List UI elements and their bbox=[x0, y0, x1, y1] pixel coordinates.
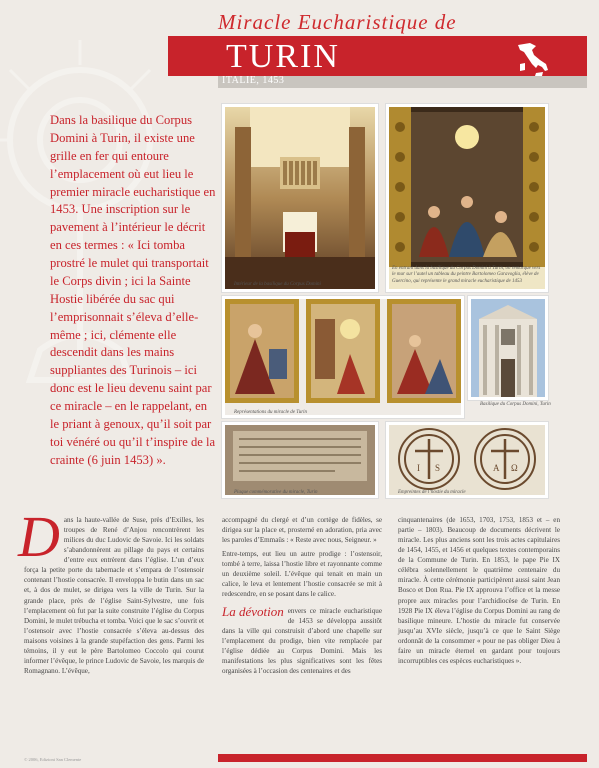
dropcap: D bbox=[18, 504, 60, 569]
svg-text:S: S bbox=[435, 463, 441, 473]
caption-hosts: Empreintes de l’hostie du miracle bbox=[398, 490, 466, 495]
body-column-3: cinquantenaires (de 1653, 1703, 1753, 1853 et – en partie – 1803). Beaucoup de documents décrivent le miracle. Les plus anciens sont les trois actes capitulaires de 1454, 1455, et 1456 et quelques textes contemporains de la Commune de Turin. En 1853, le pape Pie IX célébra solennellement le quatrième centenaire du miracle. À cette cérémonie participèrent aussi saint Jean Bosco et Don Rua. Pie IX approuva l’office et la messe propre aux miracles pour l’archidiocèse de Turin. En 1928 Pie IX éleva l’église du Corpus Domini au rang de basilique mineure. L’hostie du miracle fut conservée jusqu’au XVIe siècle, jusqu’à ce que le Saint Siège ordonnât de la consommer « pour ne pas obliger Dieu à faire un miracle éternel en gardant pour toujours incorruptibles ces espèces eucharistiques ». bbox=[398, 516, 560, 665]
painting-image bbox=[389, 107, 545, 289]
footer-copyright: © 2006, Edizioni San Clemente bbox=[24, 757, 82, 762]
body-column-2-para-1: accompagné du clergé et d’un cortège de fidèles, se dirigea sur la place et, prosterné en adoration, pria avec les paroles d’Emmaüs : « Reste avec nous, Seigneur. » bbox=[222, 516, 382, 545]
italy-map-icon bbox=[512, 40, 552, 80]
hosts-image bbox=[389, 425, 545, 495]
representations-image bbox=[225, 299, 461, 415]
devotion-text: envers ce miracle eucharistique de 1453 se développa aussitôt dans la ville qui construisit d’abord une chapelle sur l’emplacement du prodige, bien vite remplacée par l’église dédiée au Corpus Domini. Mais les manifestations les plus significatives sont les fêtes organisées à l’occasion des centenaires et des bbox=[222, 606, 382, 675]
photo-garavoglia-painting bbox=[386, 104, 548, 292]
page-title: TURIN bbox=[226, 38, 340, 75]
svg-text:Ω: Ω bbox=[511, 463, 518, 473]
caption-interior: Intérieur de la basilique du Corpus Domini bbox=[234, 282, 321, 287]
body-column-1-text: ans la haute-vallée de Suse, près d’Exilles, les troupes de René d’Anjou rencontrèrent les milices du duc Ludovic de Savoie. Ici les soldats s’abandonnèrent au pillage du pays et certains d’entre eux entrèrent dans l’église. L’un d’eux força la petite porte du tabernacle et s’empara de l’ostensoir contenant l’hostie consacrée. Il enveloppa le butin dans un sac et, à dos de mulet, se dirigea vers la ville de Turin. Sur la grande place, près de l’église Saint-Sylvestre, une fois l’emplacement où fut par la suite construite l’église du Corpus Domini, le mulet trébucha et tomba. Voici que le sac s’ouvrit et l’ostensoir avec l’hostie consacrée s’éleva au-dessus des maisons voisines à la grande stupéfaction des gens. Parmi les témoins, il y eut le père Bartolomeo Coccolo qui courut informer l’évêque, le prince Ludovic de Savoie, les marquis de Romagnano. L’évêque, bbox=[24, 516, 204, 675]
basilica-image bbox=[471, 299, 545, 397]
caption-representations: Représentations du miracle de Turin bbox=[234, 410, 308, 415]
body-column-2-para-2: Entre-temps, eut lieu un autre prodige : l’ostensoir, tombé à terre, laissa l’hostie libre et rayonnante comme un deuxième soleil. L’évêque qui tenait en main un calice, le leva et lentement l’hostie consacrée se mit à redescendre, en se posant dans le calice. bbox=[222, 550, 382, 599]
body-column-2-para-3 bbox=[222, 603, 382, 676]
caption-basilica: Basilique du Corpus Domini, Turin bbox=[480, 402, 551, 407]
photo-commemorative-plaque bbox=[222, 422, 378, 498]
header-overline: Miracle Eucharistique de bbox=[218, 10, 457, 34]
body-column-1 bbox=[18, 504, 204, 676]
svg-text:A: A bbox=[493, 463, 500, 473]
caption-painting: En entrant dans la basilique du Corpus Domini à Turin, on remarque vers le mur sur l’autel un tableau du peintre Bartolomeo Garavoglia, élève de Guercino, qui représente le grand miracle eucharistique de 1453 bbox=[392, 266, 541, 284]
interior-image bbox=[225, 107, 375, 289]
intro-text: Dans la basilique du Corpus Domini à Turin, il existe une grille en fer qui entoure l’emplacement où eut lieu le premier miracle eucharistique en 1453. Une inscription sur le pavement à l’intérieur le décrit en ces termes : « Ici tomba prostré le mulet qui transportait le Corps divin ; ici la Sainte Hostie libérée du sac qui l’emprisonnait s’éleva d’elle-même ; ici, clémente elle descendit dans les mains suppliantes des Turinois – ici donc est le lieu devenu saint par ce miracle – en le rappelant, en le priant à genoux, qu’il soit par toi vénéré ou qu’il t’inspire de la crainte (6 juin 1453) ». bbox=[50, 113, 216, 467]
photo-host-imprints bbox=[386, 422, 548, 498]
photo-basilica-exterior bbox=[468, 296, 548, 400]
devotion-heading: La dévotion bbox=[222, 603, 284, 619]
plaque-image bbox=[225, 425, 375, 495]
caption-plaque: Plaque commémorative du miracle, Turin bbox=[234, 490, 318, 495]
footer-red-band bbox=[218, 754, 587, 762]
body-column-2 bbox=[222, 515, 382, 676]
photo-miracle-representations bbox=[222, 296, 464, 418]
subtitle: ITALIE, 1453 bbox=[222, 75, 285, 86]
photo-basilica-interior bbox=[222, 104, 378, 292]
svg-text:I: I bbox=[417, 463, 420, 473]
